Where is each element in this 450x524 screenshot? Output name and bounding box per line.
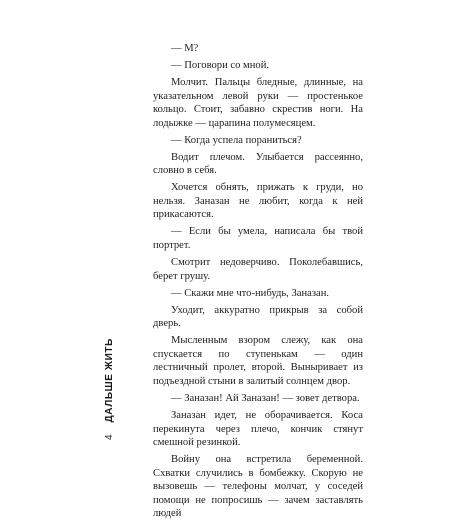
paragraph: Молчит. Пальцы бледные, длинные, на указательном левой руки — простенькое кольцо. Стоит, забавно скрестив ноги. На лодыжке — царапина полумесяцем.	[153, 76, 363, 129]
paragraph: Уходит, аккуратно прикрыв за собой дверь.	[153, 304, 363, 330]
paragraph: — М?	[171, 43, 199, 54]
paragraph: — Поговори со мной.	[171, 59, 270, 71]
paragraph: Водит плечом. Улыбается рассеянно, словно в себя.	[153, 151, 363, 177]
paragraph: — Заназан! Ай Заназан! — зовет детвора.	[171, 392, 360, 404]
paragraph: Войну она встретила беременной. Схватки случились в бомбежку. Скорую не вызовешь — телефоны молчат, у соседей помощи не попросишь — зачем заставлять людей	[153, 454, 363, 520]
page-number: 4	[104, 434, 115, 440]
paragraph: Заназан идет, не оборачивается. Коса перекинута через плечо, кончик стянут смешной резинкой.	[153, 409, 363, 449]
paragraph: — Когда успела пораниться?	[171, 134, 302, 146]
running-head	[104, 338, 115, 440]
body-text	[153, 42, 363, 524]
paragraph: — Если бы умела, написала бы твой портрет.	[153, 226, 363, 252]
paragraph: — Скажи мне что-нибудь, Заназан.	[171, 287, 330, 299]
paragraph: Смотрит недоверчиво. Поколебавшись, берет грушу.	[153, 257, 363, 282]
paragraph: Мысленным взором слежу, как она спускается по ступенькам — один лестничный пролет, второй. Выныривает из подъездной стыни в залитый солнцем двор.	[153, 335, 363, 387]
paragraph: Хочется обнять, прижать к груди, но нельзя. Заназан не любит, когда к ней прикасаются.	[153, 182, 363, 221]
book-title: ДАЛЬШЕ ЖИТЬ	[104, 338, 115, 423]
